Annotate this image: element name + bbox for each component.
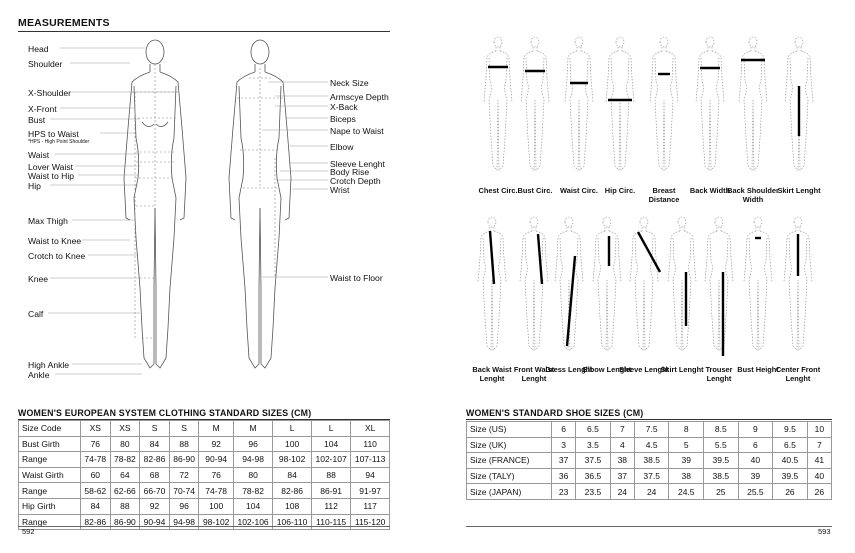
left-footer-rule — [18, 526, 390, 527]
table-cell: 37.5 — [576, 453, 611, 469]
label-waist-to-floor: Waist to Floor — [330, 273, 383, 283]
table-cell: L — [273, 421, 312, 437]
label-x-back: X-Back — [330, 102, 358, 112]
figure-row2-5 — [668, 217, 696, 350]
table-cell: 78-82 — [110, 452, 140, 468]
label-wrist: Wrist — [330, 185, 350, 195]
table-cell: 38 — [669, 468, 704, 484]
label-crotch-depth: Crotch Depth — [330, 176, 381, 186]
figure-row1-0 — [484, 37, 512, 170]
row-header-cell: Size (TALY) — [467, 468, 552, 484]
table-cell: 24.5 — [669, 484, 704, 500]
table-cell: 88 — [311, 467, 350, 483]
label-elbow: Elbow — [330, 142, 354, 152]
shoe-table-title: WOMEN'S STANDARD SHOE SIZES (CM) — [466, 408, 644, 418]
shoe-table-rule — [466, 419, 832, 420]
table-cell: 7 — [807, 437, 831, 453]
table-cell: 7.5 — [634, 422, 669, 438]
table-cell: 112 — [311, 498, 350, 514]
figure-row1-2 — [565, 37, 593, 170]
row-header-cell: Hip Girth — [19, 498, 81, 514]
table-cell: 110 — [351, 436, 390, 452]
row-header-cell: Bust Girth — [19, 436, 81, 452]
table-row — [19, 498, 390, 514]
table-cell: 72 — [169, 467, 199, 483]
clothing-size-table — [18, 420, 390, 530]
label-x-front: X-Front — [28, 104, 57, 114]
table-cell: 84 — [273, 467, 312, 483]
table-cell: 107-113 — [351, 452, 390, 468]
label-knee: Knee — [28, 274, 49, 284]
label-waist-to-hip: Waist to Hip — [28, 171, 75, 181]
table-cell: 88 — [110, 498, 140, 514]
table-cell: 37 — [610, 468, 634, 484]
table-row — [19, 467, 390, 483]
table-cell: 110-115 — [311, 514, 350, 530]
label-hip: Hip — [28, 181, 41, 191]
figure-row1-5 — [696, 37, 724, 170]
row-header-cell: Waist Girth — [19, 467, 81, 483]
table-cell: 64 — [110, 467, 140, 483]
table-cell: 104 — [311, 436, 350, 452]
label-ankle: Ankle — [28, 370, 50, 380]
table-cell: 26 — [773, 484, 808, 500]
label-shoulder: Shoulder — [28, 59, 63, 69]
row-header-cell: Range — [19, 514, 81, 530]
table-cell: 94 — [351, 467, 390, 483]
table-cell: 23 — [552, 484, 576, 500]
label-neck-size: Neck Size — [330, 78, 369, 88]
table-cell: 41 — [807, 453, 831, 469]
table-cell: 86-90 — [110, 514, 140, 530]
table-cell: 38 — [610, 453, 634, 469]
table-cell: 23.5 — [576, 484, 611, 500]
table-cell: 6.5 — [576, 422, 611, 438]
table-cell: 4 — [610, 437, 634, 453]
table-cell: 37.5 — [634, 468, 669, 484]
table-cell: 39.5 — [773, 468, 808, 484]
table-cell: 26 — [807, 484, 831, 500]
table-row — [19, 452, 390, 468]
table-cell: 82-86 — [273, 483, 312, 499]
table-cell: 40 — [738, 453, 773, 469]
table-cell: 9 — [738, 422, 773, 438]
table-cell: 74-78 — [81, 452, 111, 468]
figure-row2-0 — [478, 217, 506, 350]
figure-caption: Bust Height — [737, 365, 779, 374]
table-cell: 88 — [169, 436, 199, 452]
table-cell: 102-106 — [233, 514, 272, 530]
figure-caption: Waist Circ. — [560, 186, 598, 195]
table-cell: 92 — [140, 498, 170, 514]
figure-caption: Back Shoulder Width — [727, 186, 779, 204]
shoe-size-table — [466, 421, 832, 500]
table-cell: M — [199, 421, 233, 437]
table-cell: 106-110 — [273, 514, 312, 530]
measurement-figures — [468, 36, 848, 376]
row-header-cell: Range — [19, 452, 81, 468]
row-header-cell: Size Code — [19, 421, 81, 437]
table-cell: 84 — [140, 436, 170, 452]
table-cell: 78-82 — [233, 483, 272, 499]
table-row — [467, 484, 832, 500]
table-cell: 3.5 — [576, 437, 611, 453]
figure-caption: Elbow Lenght — [582, 365, 632, 374]
table-cell: 80 — [233, 467, 272, 483]
figure-caption: Skirt Lenght — [660, 365, 704, 374]
table-cell: M — [233, 421, 272, 437]
table-cell: 38.5 — [634, 453, 669, 469]
table-cell: 100 — [273, 436, 312, 452]
table-cell: 6 — [738, 437, 773, 453]
page-number-left: 592 — [22, 527, 35, 536]
figure-caption: Skirt Lenght — [777, 186, 821, 195]
table-cell: 82-86 — [81, 514, 111, 530]
table-cell: 96 — [233, 436, 272, 452]
label-lover-waist: Lover Waist — [28, 162, 74, 172]
label-nape-to-waist: Nape to Waist — [330, 126, 384, 136]
table-cell: 40 — [807, 468, 831, 484]
table-cell: 3 — [552, 437, 576, 453]
label-x-shoulder: X-Shoulder — [28, 88, 71, 98]
table-cell: 7 — [610, 422, 634, 438]
figure-caption: Center Front Lenght — [775, 365, 821, 383]
table-cell: 39 — [669, 453, 704, 469]
table-row — [467, 468, 832, 484]
figure-row1-4 — [650, 37, 678, 170]
label-calf: Calf — [28, 309, 44, 319]
table-cell: XS — [110, 421, 140, 437]
label-bust: Bust — [28, 115, 46, 125]
back-leader-lines — [0, 0, 400, 400]
table-cell: 115-120 — [351, 514, 390, 530]
table-cell: 102-107 — [311, 452, 350, 468]
table-cell: 24 — [610, 484, 634, 500]
row-header-cell: Size (JAPAN) — [467, 484, 552, 500]
table-cell: 66-70 — [140, 483, 170, 499]
label-armscye-depth: Armscye Depth — [330, 92, 389, 102]
table-cell: 108 — [273, 498, 312, 514]
table-cell: 90-94 — [199, 452, 233, 468]
figure-row1-1 — [521, 37, 549, 170]
table-cell: S — [140, 421, 170, 437]
table-cell: 104 — [233, 498, 272, 514]
table-cell: 68 — [140, 467, 170, 483]
measurements-heading: MEASUREMENTS — [18, 17, 110, 29]
figure-caption: Chest Circ. — [478, 186, 518, 195]
table-cell: 39.5 — [704, 453, 739, 469]
table-cell: 82-86 — [140, 452, 170, 468]
measurement-mark-10 — [567, 256, 575, 346]
table-cell: 96 — [169, 498, 199, 514]
table-cell: 5.5 — [704, 437, 739, 453]
figure-row2-1 — [520, 217, 548, 350]
label-hps-note: *HPS - High Point Shoulder — [28, 139, 90, 145]
table-cell: 90-94 — [140, 514, 170, 530]
table-cell: 37 — [552, 453, 576, 469]
table-cell: 38.5 — [704, 468, 739, 484]
figure-caption: Sleeve Lenght — [618, 365, 670, 374]
clothing-table-title: WOMEN'S EUROPEAN SYSTEM CLOTHING STANDARD SIZES (CM) — [18, 408, 312, 418]
table-cell: 8 — [669, 422, 704, 438]
table-cell: 36.5 — [576, 468, 611, 484]
label-hps-to-waist: HPS to Waist — [28, 129, 79, 139]
table-cell: 4.5 — [634, 437, 669, 453]
table-cell: 94-98 — [233, 452, 272, 468]
measurement-mark-12 — [638, 232, 660, 272]
measurement-mark-9 — [538, 234, 542, 284]
table-cell: 6 — [552, 422, 576, 438]
figure-row1-3 — [606, 37, 634, 170]
table-cell: 74-78 — [199, 483, 233, 499]
table-cell: 86-90 — [169, 452, 199, 468]
table-row — [19, 436, 390, 452]
table-cell: L — [311, 421, 350, 437]
table-row — [467, 422, 832, 438]
figure-row2-3 — [593, 217, 621, 350]
table-cell: 98-102 — [199, 514, 233, 530]
label-waist: Waist — [28, 150, 50, 160]
row-header-cell: Size (UK) — [467, 437, 552, 453]
table-cell: 6.5 — [773, 437, 808, 453]
figure-row1-6 — [739, 37, 767, 170]
table-row — [19, 421, 390, 437]
table-cell: 39 — [738, 468, 773, 484]
table-cell: 100 — [199, 498, 233, 514]
table-cell: 24 — [634, 484, 669, 500]
table-cell: 76 — [199, 467, 233, 483]
figure-caption: Breast Distance — [648, 186, 680, 204]
table-row — [467, 437, 832, 453]
row-header-cell: Range — [19, 483, 81, 499]
table-cell: 58-62 — [81, 483, 111, 499]
label-waist-to-knee: Waist to Knee — [28, 236, 82, 246]
label-sleeve-lenght: Sleeve Lenght — [330, 159, 385, 169]
label-body-rise: Body Rise — [330, 167, 370, 177]
table-row — [467, 453, 832, 469]
row-header-cell: Size (FRANCE) — [467, 453, 552, 469]
figure-caption: Back Width — [689, 186, 731, 195]
row-header-cell: Size (US) — [467, 422, 552, 438]
figure-caption: Back Waist Lenght — [472, 365, 512, 383]
figure-caption: Hip Circ. — [604, 186, 636, 195]
figure-caption: Trouser Lenght — [705, 365, 733, 383]
table-cell: 70-74 — [169, 483, 199, 499]
right-footer-rule — [466, 526, 832, 527]
label-high-ankle: High Ankle — [28, 360, 70, 370]
table-cell: 91-97 — [351, 483, 390, 499]
table-cell: 92 — [199, 436, 233, 452]
table-cell: 60 — [81, 467, 111, 483]
figure-row2-6 — [705, 217, 733, 350]
table-cell: 117 — [351, 498, 390, 514]
table-cell: 5 — [669, 437, 704, 453]
table-cell: 10 — [807, 422, 831, 438]
table-cell: 84 — [81, 498, 111, 514]
table-cell: XS — [81, 421, 111, 437]
table-cell: 94-98 — [169, 514, 199, 530]
table-cell: 25 — [704, 484, 739, 500]
table-cell: 40.5 — [773, 453, 808, 469]
figure-caption: Bust Circ. — [517, 186, 553, 195]
table-cell: 9.5 — [773, 422, 808, 438]
label-head: Head — [28, 44, 49, 54]
table-cell: S — [169, 421, 199, 437]
label-max-thigh: Max Thigh — [28, 216, 68, 226]
table-row — [19, 514, 390, 530]
measurement-mark-8 — [490, 231, 494, 284]
label-crotch-to-knee: Crotch to Knee — [28, 251, 86, 261]
figure-row2-4 — [630, 217, 658, 350]
page-number-right: 593 — [818, 527, 831, 536]
table-cell: 25.5 — [738, 484, 773, 500]
table-row — [19, 483, 390, 499]
table-cell: 76 — [81, 436, 111, 452]
table-cell: 8.5 — [704, 422, 739, 438]
table-cell: 62-66 — [110, 483, 140, 499]
table-cell: 80 — [110, 436, 140, 452]
figure-caption: Dress Lenght — [545, 365, 593, 374]
label-biceps: Biceps — [330, 114, 356, 124]
table-cell: 36 — [552, 468, 576, 484]
table-cell: 86-91 — [311, 483, 350, 499]
figure-caption: Front Waist Lenght — [513, 365, 555, 383]
table-cell: XL — [351, 421, 390, 437]
table-cell: 98-102 — [273, 452, 312, 468]
